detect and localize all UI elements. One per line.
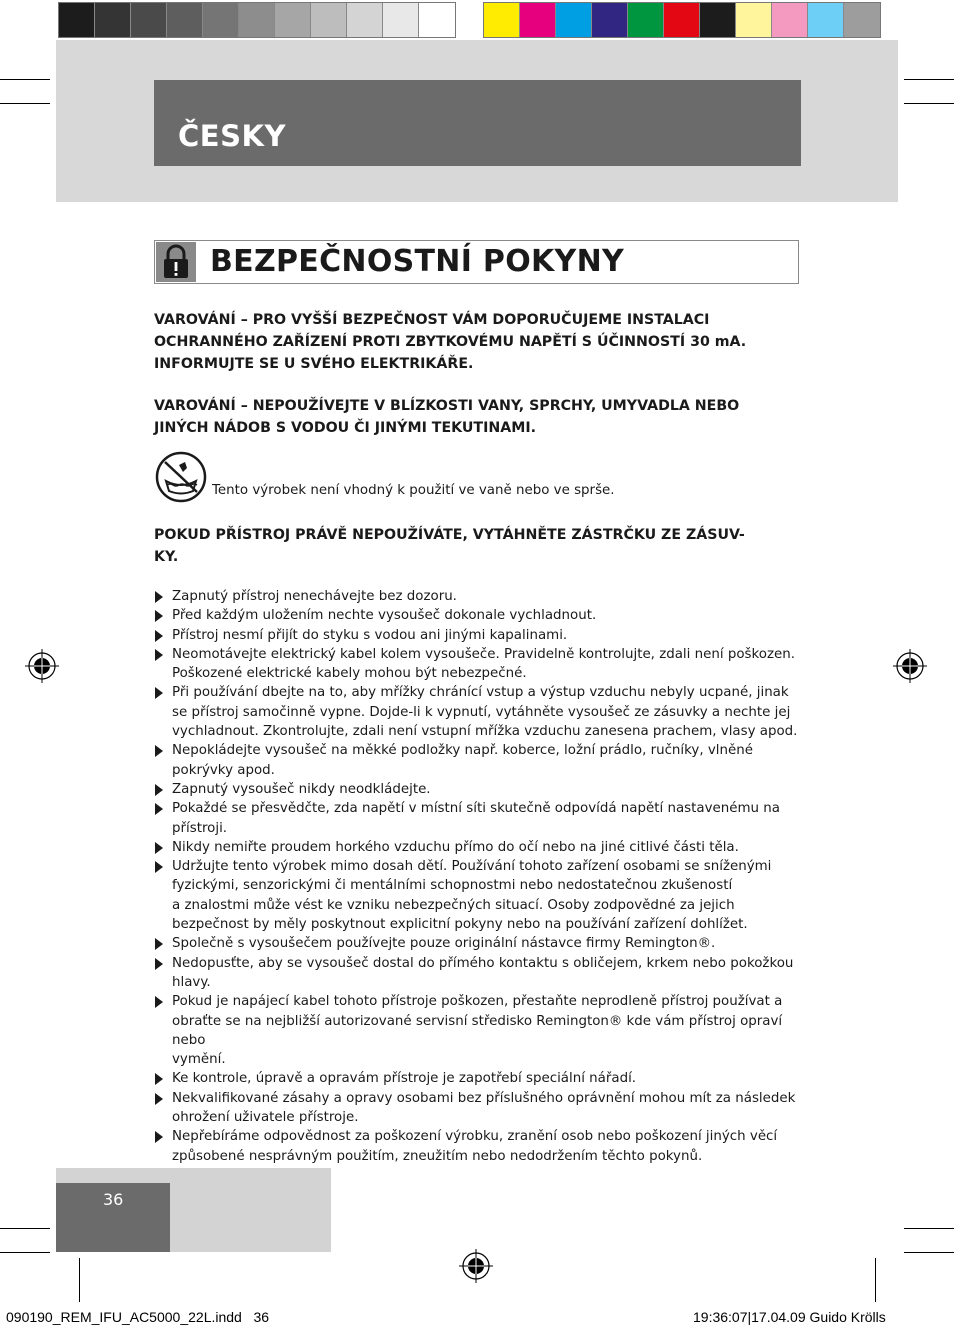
color-swatch	[736, 3, 772, 37]
file-slug: 090190_REM_IFU_AC5000_22L.indd 36	[6, 1309, 270, 1325]
list-item-line: Ke kontrole, úpravě a opravám přístroje je zapotřebí speciální nářadí.	[172, 1071, 637, 1087]
color-swatch	[592, 3, 628, 37]
rcd-warning	[154, 309, 804, 375]
crop-mark	[0, 103, 50, 104]
list-item-line: Nekvalifikované zásahy a opravy osobami bez příslušného oprávnění mohou mít za následek	[172, 1090, 796, 1106]
list-item	[154, 1069, 804, 1088]
warning-line: OCHRANNÉHO ZAŘÍZENÍ PROTI ZBYTKOVÉMU NAPĚTÍ S ÚČINNOSTÍ 30 mA.	[154, 334, 747, 350]
bullet-triangle-icon	[155, 803, 163, 815]
list-item-line: fyzickými, senzorickými či mentálními schopnostmi nebo nedostatečnou zkušeností	[172, 878, 733, 894]
bullet-triangle-icon	[155, 1131, 163, 1143]
list-item	[154, 799, 804, 838]
list-item-line: Nedopusťte, aby se vysoušeč dostal do přímého kontaktu s obličejem, krkem nebo pokožkou	[172, 955, 794, 971]
warning-line: KY.	[154, 549, 179, 565]
list-item-line: Udržujte tento výrobek mimo dosah dětí. Používání tohoto zařízení osobami se sníženými	[172, 859, 772, 875]
registration-mark-icon	[25, 649, 59, 683]
color-swatch	[383, 3, 419, 37]
color-swatch	[59, 3, 95, 37]
crop-mark	[0, 1252, 50, 1253]
list-item-line: přístroji.	[172, 820, 228, 836]
bullet-triangle-icon	[155, 958, 163, 970]
crop-mark	[904, 1228, 954, 1229]
bullet-triangle-icon	[155, 861, 163, 873]
list-item-line: hlavy.	[172, 974, 211, 990]
lock-warning-icon	[156, 242, 196, 282]
color-swatch	[347, 3, 383, 37]
registration-mark-icon	[893, 649, 927, 683]
unplug-warning	[154, 524, 804, 568]
list-item-line: Zapnutý přístroj nenechávejte bez dozoru.	[172, 589, 457, 604]
crop-mark	[904, 79, 954, 80]
list-item-line: vymění.	[172, 1052, 226, 1068]
color-swatch	[520, 3, 556, 37]
warning-line: VAROVÁNÍ – PRO VYŠŠÍ BEZPEČNOST VÁM DOPORUČUJEME INSTALACI	[154, 312, 710, 328]
crop-mark	[904, 103, 954, 104]
list-item-line: Přístroj nesmí přijít do styku s vodou ani jinými kapalinami.	[172, 627, 568, 643]
bullet-triangle-icon	[155, 687, 163, 699]
color-swatch	[275, 3, 311, 37]
list-item-line: obraťte se na nejbližší autorizované servisní středisko Remington® kde vám přístroj opraví nebo	[172, 1013, 783, 1048]
bullet-triangle-icon	[155, 591, 163, 603]
list-item	[154, 587, 804, 606]
timestamp-slug: 19:36:07|17.04.09 Guido Krölls	[693, 1309, 886, 1325]
list-item-line: Neomotávejte elektrický kabel kolem vysoušeče. Pravidelně kontrolujte, zdali není poškozen.	[172, 646, 795, 662]
color-swatch	[772, 3, 808, 37]
color-swatch	[556, 3, 592, 37]
list-item-line: Zapnutý vysoušeč nikdy neodkládejte.	[172, 781, 431, 797]
crop-mark	[0, 79, 50, 80]
list-item-line: Společně s vysoušečem používejte pouze originální nástavce firmy Remington®.	[172, 936, 716, 952]
color-swatch	[484, 3, 520, 37]
list-item-line: pokrývky apod.	[172, 762, 275, 778]
color-swatch	[311, 3, 347, 37]
list-item-line: Nepokládejte vysoušeč na měkké podložky např. koberce, ložní prádlo, ručníky, vlněné	[172, 743, 753, 759]
bullet-triangle-icon	[155, 745, 163, 757]
bath-note: Tento výrobek není vhodný k použití ve vaně nebo ve sprše.	[212, 483, 615, 498]
list-item-line: se přístroj samočinně vypne. Dojde-li k vypnutí, vytáhněte vysoušeč ze zásuvky a nechte jej	[172, 704, 791, 720]
color-swatch	[239, 3, 275, 37]
list-item	[154, 645, 804, 684]
list-item-line: Poškozené elektrické kabely mohou být nebezpečné.	[172, 666, 527, 682]
bullet-triangle-icon	[155, 996, 163, 1008]
list-item-line: Při používání dbejte na to, aby mřížky chránící vstup a výstup vzduchu nebyly ucpané, jinak	[172, 685, 789, 701]
color-swatch	[419, 3, 455, 37]
color-swatch	[664, 3, 700, 37]
list-item	[154, 780, 804, 799]
bullet-triangle-icon	[155, 649, 163, 661]
crop-mark	[904, 1252, 954, 1253]
warning-line: VAROVÁNÍ – NEPOUŽÍVEJTE V BLÍZKOSTI VANY, SPRCHY, UMYVADLA NEBO	[154, 398, 740, 414]
warning-line: POKUD PŘÍSTROJ PRÁVĚ NEPOUŽÍVÁTE, VYTÁHNĚTE ZÁSTRČKU ZE ZÁSUV-	[154, 527, 745, 543]
list-item	[154, 741, 804, 780]
bullet-triangle-icon	[155, 938, 163, 950]
list-item	[154, 857, 804, 934]
grayscale-color-bar	[58, 2, 456, 38]
list-item-line: Před každým uložením nechte vysoušeč dokonale vychladnout.	[172, 608, 597, 624]
color-swatch	[844, 3, 880, 37]
bullet-triangle-icon	[155, 610, 163, 622]
color-swatch	[808, 3, 844, 37]
list-item	[154, 626, 804, 645]
list-item	[154, 606, 804, 625]
no-bath-icon	[155, 451, 207, 503]
bullet-triangle-icon	[155, 784, 163, 796]
process-color-bar	[483, 2, 881, 38]
list-item-line: Nikdy nemiřte proudem horkého vzduchu přímo do očí nebo na jiné citlivé části těla.	[172, 839, 739, 855]
list-item	[154, 954, 804, 993]
list-item	[154, 992, 804, 1069]
color-swatch	[628, 3, 664, 37]
list-item	[154, 1127, 804, 1166]
bullet-triangle-icon	[155, 630, 163, 642]
list-item-line: vychladnout. Zkontrolujte, zdali není vstupní mřížka vzduchu zanesena prachem, vlasy apod.	[172, 724, 798, 740]
list-item-line: a znalostmi může vést ke vzniku nebezpečných situací. Osoby zodpovědné za jejich	[172, 897, 735, 913]
crop-mark	[79, 1258, 80, 1302]
bullet-triangle-icon	[155, 1073, 163, 1085]
color-swatch	[95, 3, 131, 37]
list-item-line: ohrožení uživatele přístroje.	[172, 1110, 359, 1126]
list-item	[154, 934, 804, 953]
warning-line: JINÝCH NÁDOB S VODOU ČI JINÝMI TEKUTINAMI.	[154, 420, 537, 436]
water-warning	[154, 395, 804, 439]
crop-mark	[875, 1258, 876, 1302]
list-item-line: Nepřebíráme odpovědnost za poškození výrobku, zranění osob nebo poškození jiných věcí	[172, 1129, 778, 1145]
section-title: BEZPEČNOSTNÍ POKYNY	[210, 244, 624, 279]
bullet-triangle-icon	[155, 1093, 163, 1105]
page-number: 36	[103, 1190, 124, 1209]
bullet-triangle-icon	[155, 842, 163, 854]
list-item	[154, 1089, 804, 1128]
list-item	[154, 838, 804, 857]
safety-instructions-list	[154, 587, 804, 1166]
color-swatch	[131, 3, 167, 37]
color-swatch	[167, 3, 203, 37]
registration-mark-icon	[459, 1249, 493, 1283]
crop-mark	[0, 1228, 50, 1229]
color-swatch	[700, 3, 736, 37]
list-item-line: způsobené nesprávným použitím, zneužitím nebo nedodržením těchto pokynů.	[172, 1148, 703, 1164]
list-item-line: Pokud je napájecí kabel tohoto přístroje poškozen, přestaňte neprodleně přístroj používat a	[172, 994, 783, 1010]
warning-line: INFORMUJTE SE U SVÉHO ELEKTRIKÁŘE.	[154, 356, 474, 372]
language-title: ČESKY	[178, 119, 286, 153]
list-item-line: Pokaždé se přesvědčte, zda napětí v místní síti skutečně odpovídá napětí nastavenému na	[172, 801, 780, 817]
list-item-line: bezpečnost by měly poskytnout explicitní pokyny nebo na používání zařízení dohlížet.	[172, 917, 748, 933]
list-item	[154, 683, 804, 741]
color-swatch	[203, 3, 239, 37]
